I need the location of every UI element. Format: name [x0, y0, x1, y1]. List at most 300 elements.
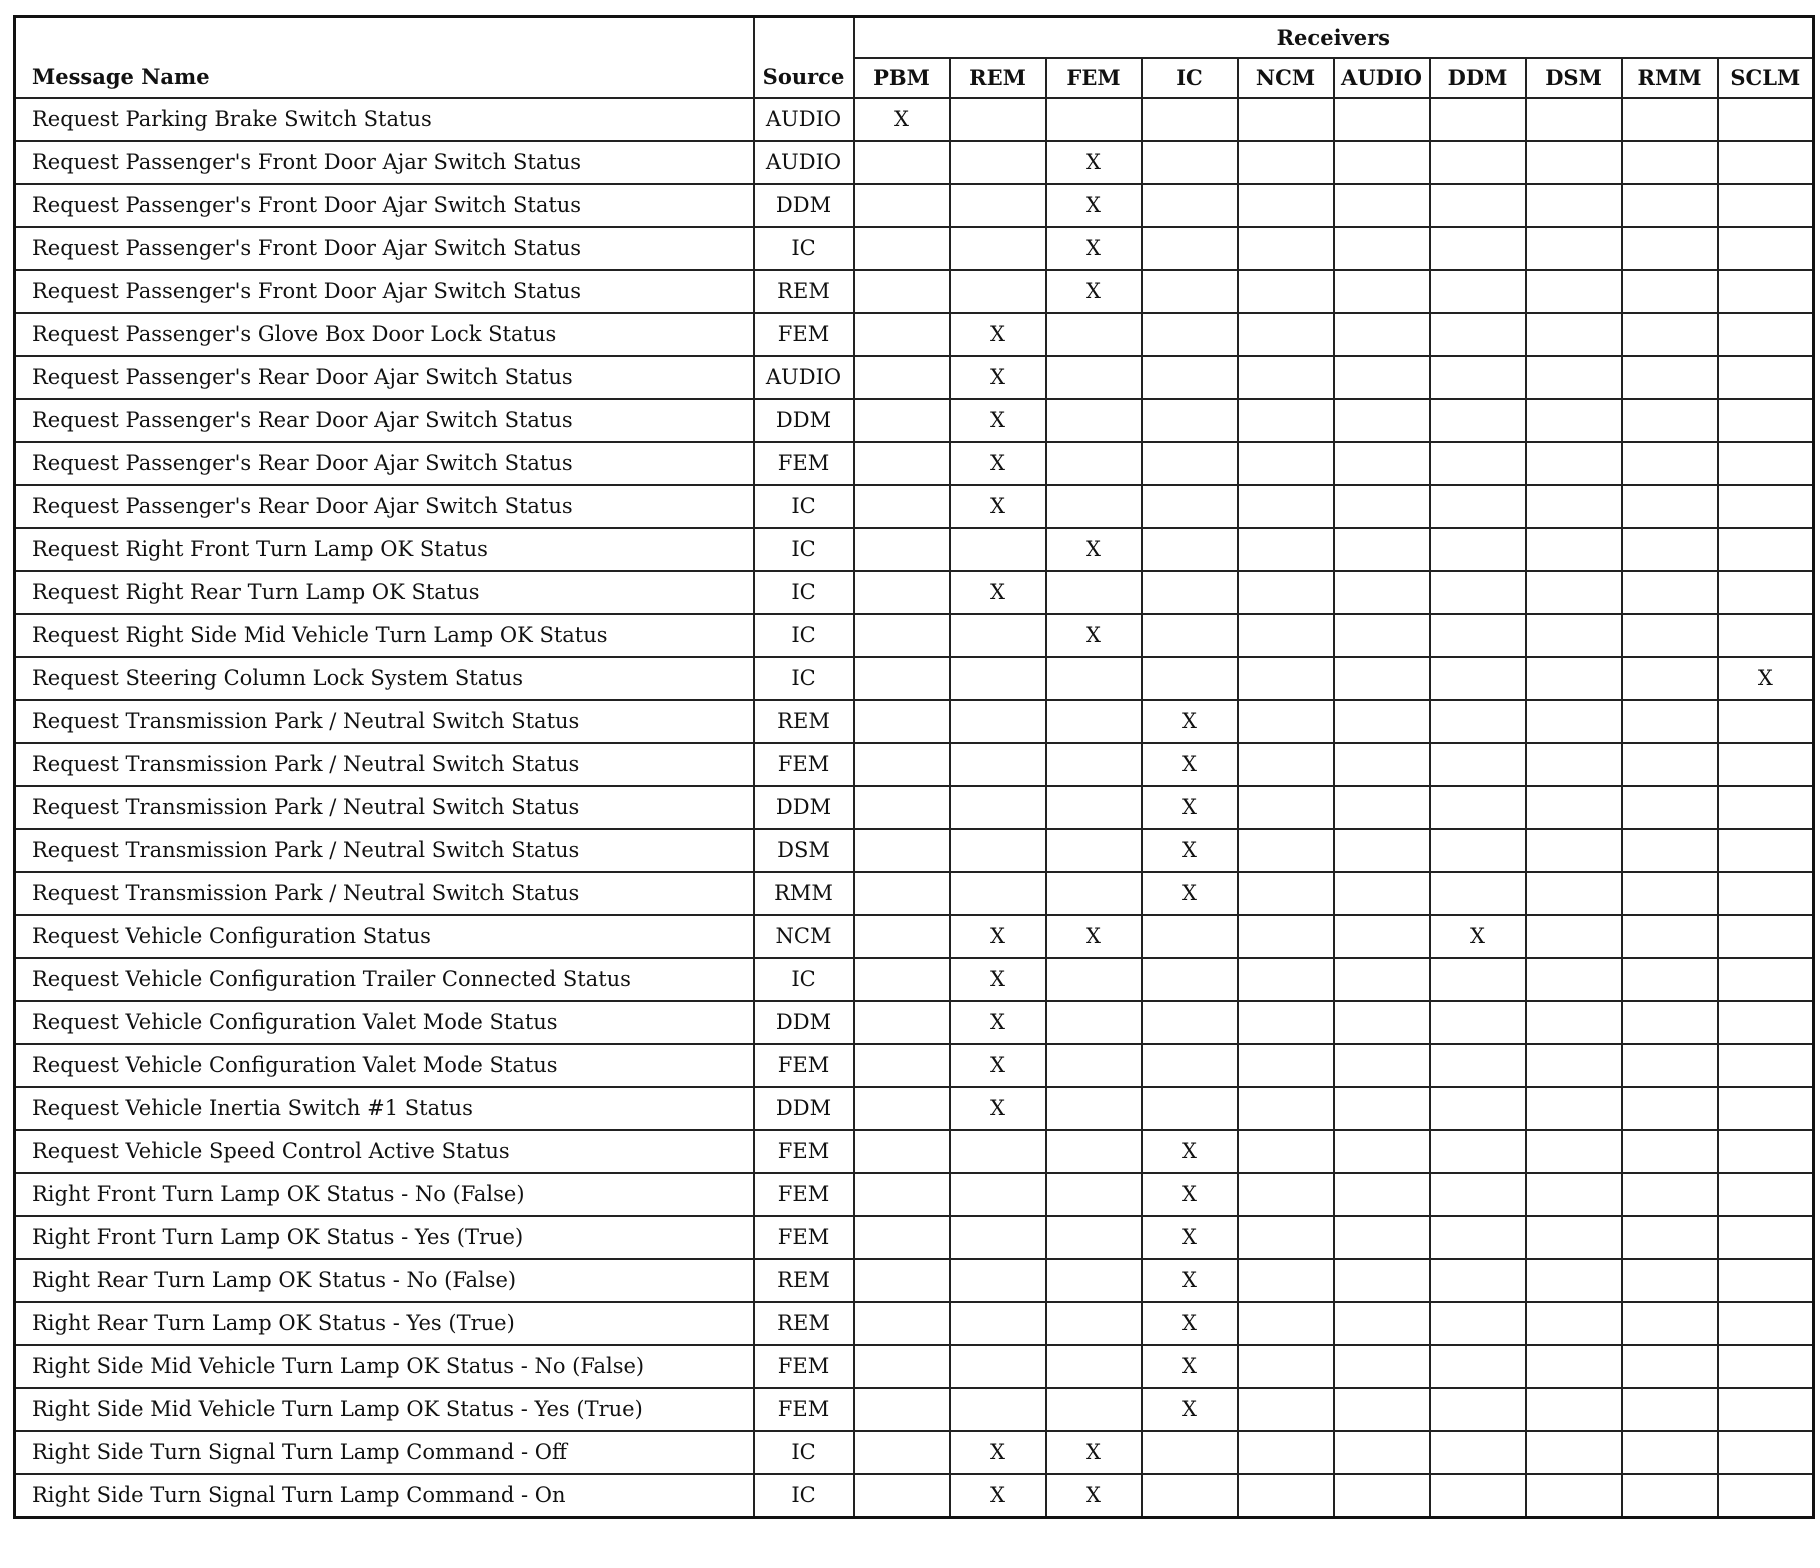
- message-name-cell: Right Front Turn Lamp OK Status - Yes (True): [15, 1216, 754, 1259]
- receiver-cell-sclm: [1718, 614, 1814, 657]
- receiver-cell-ncm: [1238, 141, 1334, 184]
- table-row: [15, 1302, 1814, 1345]
- receiver-cell-dsm: [1526, 657, 1622, 700]
- table-row: [15, 915, 1814, 958]
- receiver-cell-ncm: [1238, 786, 1334, 829]
- receiver-cell-pbm: [854, 1044, 950, 1087]
- header-receivers: Receivers: [854, 17, 1814, 58]
- receiver-cell-ic: [1142, 227, 1238, 270]
- receiver-cell-ic: X: [1142, 700, 1238, 743]
- receiver-cell-audio: [1334, 141, 1430, 184]
- receiver-cell-pbm: [854, 270, 950, 313]
- message-name-cell: Request Vehicle Speed Control Active Status: [15, 1130, 754, 1173]
- receiver-cell-dsm: [1526, 184, 1622, 227]
- receiver-cell-ncm: [1238, 442, 1334, 485]
- receiver-cell-dsm: [1526, 270, 1622, 313]
- receiver-cell-rem: [950, 270, 1046, 313]
- receiver-cell-rmm: [1622, 356, 1718, 399]
- receiver-cell-ic: [1142, 915, 1238, 958]
- receiver-cell-ncm: [1238, 1001, 1334, 1044]
- receiver-cell-rmm: [1622, 1001, 1718, 1044]
- source-cell: DSM: [754, 829, 854, 872]
- source-cell: DDM: [754, 1001, 854, 1044]
- receiver-cell-rem: [950, 528, 1046, 571]
- receiver-cell-sclm: [1718, 227, 1814, 270]
- receiver-cell-rmm: [1622, 313, 1718, 356]
- receiver-cell-ic: [1142, 98, 1238, 141]
- receiver-cell-ncm: [1238, 356, 1334, 399]
- source-cell: FEM: [754, 1388, 854, 1431]
- header-receiver-ddm: DDM: [1430, 58, 1526, 98]
- receiver-cell-rmm: [1622, 227, 1718, 270]
- receiver-cell-sclm: [1718, 98, 1814, 141]
- receiver-cell-pbm: [854, 1216, 950, 1259]
- receiver-cell-sclm: [1718, 141, 1814, 184]
- receiver-cell-ncm: [1238, 700, 1334, 743]
- receiver-cell-dsm: [1526, 98, 1622, 141]
- receiver-cell-fem: [1046, 571, 1142, 614]
- receiver-cell-rem: [950, 1388, 1046, 1431]
- receiver-cell-sclm: [1718, 1130, 1814, 1173]
- receiver-cell-rem: X: [950, 571, 1046, 614]
- receiver-cell-ncm: [1238, 98, 1334, 141]
- receiver-cell-pbm: [854, 184, 950, 227]
- receiver-cell-ddm: [1430, 442, 1526, 485]
- receiver-cell-dsm: [1526, 442, 1622, 485]
- receiver-cell-dsm: [1526, 571, 1622, 614]
- receiver-cell-pbm: [854, 1474, 950, 1518]
- receiver-cell-ic: [1142, 1087, 1238, 1130]
- message-name-cell: Right Side Mid Vehicle Turn Lamp OK Status - No (False): [15, 1345, 754, 1388]
- source-cell: FEM: [754, 1130, 854, 1173]
- receiver-cell-fem: [1046, 657, 1142, 700]
- receiver-cell-audio: [1334, 657, 1430, 700]
- receiver-cell-audio: [1334, 313, 1430, 356]
- receiver-cell-ic: X: [1142, 1388, 1238, 1431]
- receiver-cell-rmm: [1622, 399, 1718, 442]
- table-row: [15, 313, 1814, 356]
- receiver-cell-rem: X: [950, 1001, 1046, 1044]
- receiver-cell-ic: [1142, 184, 1238, 227]
- message-name-cell: Request Passenger's Front Door Ajar Switch Status: [15, 141, 754, 184]
- receiver-cell-rmm: [1622, 700, 1718, 743]
- source-cell: IC: [754, 485, 854, 528]
- receiver-cell-rem: X: [950, 399, 1046, 442]
- source-cell: FEM: [754, 1173, 854, 1216]
- receiver-cell-pbm: [854, 141, 950, 184]
- receiver-cell-sclm: [1718, 1345, 1814, 1388]
- receiver-cell-fem: X: [1046, 184, 1142, 227]
- receiver-cell-fem: [1046, 786, 1142, 829]
- receiver-cell-rem: [950, 614, 1046, 657]
- receiver-cell-ic: X: [1142, 1130, 1238, 1173]
- receiver-cell-rmm: [1622, 1259, 1718, 1302]
- receiver-cell-rmm: [1622, 1388, 1718, 1431]
- message-name-cell: Request Passenger's Rear Door Ajar Switch Status: [15, 442, 754, 485]
- receiver-cell-pbm: [854, 829, 950, 872]
- receiver-cell-ddm: [1430, 1087, 1526, 1130]
- receiver-cell-audio: [1334, 1087, 1430, 1130]
- receiver-cell-dsm: [1526, 743, 1622, 786]
- message-name-cell: Request Vehicle Configuration Status: [15, 915, 754, 958]
- receiver-cell-sclm: [1718, 356, 1814, 399]
- receiver-cell-rmm: [1622, 743, 1718, 786]
- receiver-cell-pbm: [854, 1431, 950, 1474]
- message-name-cell: Request Steering Column Lock System Status: [15, 657, 754, 700]
- table-row: [15, 829, 1814, 872]
- table-row: [15, 1044, 1814, 1087]
- receiver-cell-audio: [1334, 829, 1430, 872]
- receiver-cell-pbm: X: [854, 98, 950, 141]
- receiver-cell-ddm: [1430, 1302, 1526, 1345]
- message-name-cell: Request Vehicle Configuration Trailer Connected Status: [15, 958, 754, 1001]
- receiver-cell-ddm: [1430, 958, 1526, 1001]
- receiver-cell-ddm: [1430, 141, 1526, 184]
- source-cell: FEM: [754, 1216, 854, 1259]
- message-name-cell: Request Vehicle Configuration Valet Mode Status: [15, 1001, 754, 1044]
- receiver-cell-ic: [1142, 1431, 1238, 1474]
- receiver-cell-ncm: [1238, 657, 1334, 700]
- receiver-cell-ddm: [1430, 1388, 1526, 1431]
- receiver-cell-fem: [1046, 98, 1142, 141]
- receiver-cell-sclm: [1718, 700, 1814, 743]
- message-name-cell: Right Side Mid Vehicle Turn Lamp OK Status - Yes (True): [15, 1388, 754, 1431]
- receiver-cell-audio: [1334, 1259, 1430, 1302]
- receiver-cell-ddm: [1430, 1044, 1526, 1087]
- receiver-cell-audio: [1334, 1388, 1430, 1431]
- header-receiver-rem: REM: [950, 58, 1046, 98]
- receiver-cell-ncm: [1238, 227, 1334, 270]
- receiver-cell-dsm: [1526, 872, 1622, 915]
- receiver-cell-fem: X: [1046, 270, 1142, 313]
- receiver-cell-rem: [950, 184, 1046, 227]
- receiver-cell-ddm: X: [1430, 915, 1526, 958]
- receiver-cell-fem: X: [1046, 1474, 1142, 1518]
- receiver-cell-sclm: [1718, 1302, 1814, 1345]
- receiver-cell-rmm: [1622, 571, 1718, 614]
- receiver-cell-ncm: [1238, 1474, 1334, 1518]
- receiver-cell-ncm: [1238, 485, 1334, 528]
- receiver-cell-ic: X: [1142, 1173, 1238, 1216]
- message-name-cell: Right Rear Turn Lamp OK Status - No (False): [15, 1259, 754, 1302]
- receiver-cell-audio: [1334, 1216, 1430, 1259]
- receiver-cell-ncm: [1238, 1044, 1334, 1087]
- receiver-cell-dsm: [1526, 1302, 1622, 1345]
- receiver-cell-fem: [1046, 356, 1142, 399]
- receiver-cell-audio: [1334, 1474, 1430, 1518]
- source-cell: IC: [754, 614, 854, 657]
- table-row: [15, 184, 1814, 227]
- receiver-cell-pbm: [854, 614, 950, 657]
- table-row: [15, 1345, 1814, 1388]
- receiver-cell-ic: X: [1142, 1345, 1238, 1388]
- receiver-cell-pbm: [854, 571, 950, 614]
- receiver-cell-ddm: [1430, 872, 1526, 915]
- receiver-cell-fem: [1046, 958, 1142, 1001]
- receiver-cell-ncm: [1238, 958, 1334, 1001]
- receiver-cell-ic: [1142, 657, 1238, 700]
- receiver-cell-dsm: [1526, 1431, 1622, 1474]
- message-name-cell: Request Transmission Park / Neutral Switch Status: [15, 786, 754, 829]
- receiver-cell-fem: [1046, 1001, 1142, 1044]
- receiver-cell-ncm: [1238, 1345, 1334, 1388]
- receiver-cell-audio: [1334, 1345, 1430, 1388]
- receiver-cell-ic: [1142, 571, 1238, 614]
- receiver-cell-pbm: [854, 1173, 950, 1216]
- table-row: [15, 98, 1814, 141]
- receiver-cell-ncm: [1238, 1130, 1334, 1173]
- receiver-cell-pbm: [854, 1087, 950, 1130]
- receiver-cell-dsm: [1526, 1173, 1622, 1216]
- receiver-cell-rem: X: [950, 1044, 1046, 1087]
- receiver-cell-dsm: [1526, 227, 1622, 270]
- receiver-cell-fem: [1046, 399, 1142, 442]
- message-name-cell: Request Passenger's Glove Box Door Lock Status: [15, 313, 754, 356]
- source-cell: FEM: [754, 743, 854, 786]
- message-name-cell: Right Side Turn Signal Turn Lamp Command - Off: [15, 1431, 754, 1474]
- receiver-cell-fem: X: [1046, 614, 1142, 657]
- table-row: [15, 399, 1814, 442]
- receiver-cell-rem: [950, 1130, 1046, 1173]
- receiver-cell-dsm: [1526, 485, 1622, 528]
- header-receiver-sclm: SCLM: [1718, 58, 1814, 98]
- receiver-cell-audio: [1334, 270, 1430, 313]
- receiver-cell-audio: [1334, 571, 1430, 614]
- receiver-cell-fem: [1046, 1302, 1142, 1345]
- receiver-cell-fem: [1046, 1388, 1142, 1431]
- receiver-cell-ddm: [1430, 829, 1526, 872]
- receiver-cell-sclm: [1718, 399, 1814, 442]
- receiver-cell-pbm: [854, 356, 950, 399]
- message-name-cell: Request Passenger's Front Door Ajar Switch Status: [15, 270, 754, 313]
- receiver-cell-rem: [950, 743, 1046, 786]
- receiver-cell-sclm: [1718, 1001, 1814, 1044]
- receiver-cell-ic: [1142, 485, 1238, 528]
- receiver-cell-ddm: [1430, 1216, 1526, 1259]
- receiver-cell-ddm: [1430, 313, 1526, 356]
- receiver-cell-ddm: [1430, 1474, 1526, 1518]
- receiver-cell-sclm: [1718, 1388, 1814, 1431]
- receiver-cell-dsm: [1526, 915, 1622, 958]
- receiver-cell-fem: X: [1046, 227, 1142, 270]
- message-name-cell: Request Transmission Park / Neutral Switch Status: [15, 829, 754, 872]
- receiver-cell-ddm: [1430, 571, 1526, 614]
- receiver-cell-audio: [1334, 958, 1430, 1001]
- receiver-cell-ncm: [1238, 1216, 1334, 1259]
- table-row: [15, 1259, 1814, 1302]
- receiver-cell-audio: [1334, 1173, 1430, 1216]
- message-name-cell: Request Vehicle Inertia Switch #1 Status: [15, 1087, 754, 1130]
- receiver-cell-ddm: [1430, 657, 1526, 700]
- receiver-cell-sclm: [1718, 872, 1814, 915]
- message-name-cell: Request Right Side Mid Vehicle Turn Lamp OK Status: [15, 614, 754, 657]
- receiver-cell-pbm: [854, 442, 950, 485]
- receiver-cell-sclm: [1718, 1087, 1814, 1130]
- receiver-cell-rmm: [1622, 614, 1718, 657]
- receiver-cell-audio: [1334, 442, 1430, 485]
- receiver-cell-dsm: [1526, 1130, 1622, 1173]
- receiver-cell-pbm: [854, 1001, 950, 1044]
- receiver-cell-pbm: [854, 1259, 950, 1302]
- receiver-cell-audio: [1334, 528, 1430, 571]
- receiver-cell-rem: [950, 141, 1046, 184]
- receiver-cell-fem: [1046, 1087, 1142, 1130]
- receiver-cell-audio: [1334, 614, 1430, 657]
- receiver-cell-fem: [1046, 1173, 1142, 1216]
- receiver-cell-ddm: [1430, 528, 1526, 571]
- receiver-cell-ddm: [1430, 1001, 1526, 1044]
- header-receiver-ic: IC: [1142, 58, 1238, 98]
- table-row: [15, 528, 1814, 571]
- message-name-cell: Right Rear Turn Lamp OK Status - Yes (True): [15, 1302, 754, 1345]
- receiver-cell-ic: [1142, 356, 1238, 399]
- receiver-cell-sclm: [1718, 184, 1814, 227]
- receiver-cell-audio: [1334, 227, 1430, 270]
- table-row: [15, 1474, 1814, 1518]
- receiver-cell-sclm: [1718, 528, 1814, 571]
- receiver-cell-ic: [1142, 399, 1238, 442]
- receiver-cell-ddm: [1430, 1431, 1526, 1474]
- table-row: [15, 1216, 1814, 1259]
- receiver-cell-rmm: [1622, 1345, 1718, 1388]
- receiver-cell-pbm: [854, 313, 950, 356]
- receiver-cell-sclm: [1718, 485, 1814, 528]
- receiver-cell-ddm: [1430, 1345, 1526, 1388]
- receiver-cell-ddm: [1430, 98, 1526, 141]
- source-cell: AUDIO: [754, 141, 854, 184]
- source-cell: DDM: [754, 184, 854, 227]
- source-cell: AUDIO: [754, 98, 854, 141]
- receiver-cell-rmm: [1622, 270, 1718, 313]
- receiver-cell-rmm: [1622, 1474, 1718, 1518]
- receiver-cell-sclm: [1718, 1474, 1814, 1518]
- receiver-cell-dsm: [1526, 786, 1622, 829]
- receiver-cell-fem: [1046, 872, 1142, 915]
- receiver-cell-ddm: [1430, 786, 1526, 829]
- receiver-cell-rem: [950, 657, 1046, 700]
- receiver-cell-dsm: [1526, 399, 1622, 442]
- table-row: [15, 1087, 1814, 1130]
- receiver-cell-rem: [950, 700, 1046, 743]
- receiver-cell-rem: [950, 1302, 1046, 1345]
- receiver-cell-audio: [1334, 485, 1430, 528]
- receiver-cell-rmm: [1622, 485, 1718, 528]
- source-cell: IC: [754, 1474, 854, 1518]
- receiver-cell-audio: [1334, 1302, 1430, 1345]
- receiver-cell-fem: [1046, 1259, 1142, 1302]
- receiver-cell-pbm: [854, 915, 950, 958]
- receiver-cell-pbm: [854, 528, 950, 571]
- receiver-cell-pbm: [854, 1130, 950, 1173]
- receiver-cell-ddm: [1430, 270, 1526, 313]
- receiver-cell-ncm: [1238, 915, 1334, 958]
- source-cell: REM: [754, 1302, 854, 1345]
- receiver-cell-pbm: [854, 1345, 950, 1388]
- receiver-cell-ic: X: [1142, 1216, 1238, 1259]
- message-name-cell: Request Passenger's Front Door Ajar Switch Status: [15, 227, 754, 270]
- receiver-cell-rem: X: [950, 1474, 1046, 1518]
- message-name-cell: Request Passenger's Front Door Ajar Switch Status: [15, 184, 754, 227]
- receiver-cell-sclm: [1718, 743, 1814, 786]
- receiver-cell-ddm: [1430, 700, 1526, 743]
- receiver-cell-ic: [1142, 313, 1238, 356]
- receiver-cell-ic: X: [1142, 1259, 1238, 1302]
- receiver-cell-rem: X: [950, 442, 1046, 485]
- source-cell: IC: [754, 227, 854, 270]
- receiver-cell-rmm: [1622, 1302, 1718, 1345]
- receiver-cell-ddm: [1430, 614, 1526, 657]
- receiver-cell-ddm: [1430, 1130, 1526, 1173]
- header-message-name: Message Name: [15, 17, 754, 98]
- source-cell: IC: [754, 1431, 854, 1474]
- receiver-cell-pbm: [854, 700, 950, 743]
- source-cell: REM: [754, 700, 854, 743]
- receiver-cell-audio: [1334, 1044, 1430, 1087]
- receiver-cell-pbm: [854, 227, 950, 270]
- table-row: [15, 356, 1814, 399]
- receiver-cell-ncm: [1238, 1173, 1334, 1216]
- header-receiver-dsm: DSM: [1526, 58, 1622, 98]
- receiver-cell-fem: [1046, 829, 1142, 872]
- message-name-cell: Right Side Turn Signal Turn Lamp Command - On: [15, 1474, 754, 1518]
- receiver-cell-ddm: [1430, 184, 1526, 227]
- receiver-cell-pbm: [854, 657, 950, 700]
- message-name-cell: Request Passenger's Rear Door Ajar Switch Status: [15, 356, 754, 399]
- receiver-cell-audio: [1334, 700, 1430, 743]
- receiver-cell-dsm: [1526, 1388, 1622, 1431]
- receiver-cell-fem: [1046, 313, 1142, 356]
- receiver-cell-dsm: [1526, 528, 1622, 571]
- receiver-cell-sclm: [1718, 915, 1814, 958]
- receiver-cell-pbm: [854, 786, 950, 829]
- receiver-cell-rmm: [1622, 184, 1718, 227]
- receiver-cell-sclm: [1718, 270, 1814, 313]
- receiver-cell-ncm: [1238, 1302, 1334, 1345]
- receiver-cell-fem: [1046, 743, 1142, 786]
- receiver-cell-dsm: [1526, 614, 1622, 657]
- receiver-cell-rmm: [1622, 786, 1718, 829]
- receiver-cell-dsm: [1526, 829, 1622, 872]
- receiver-cell-fem: [1046, 1216, 1142, 1259]
- receiver-cell-ddm: [1430, 227, 1526, 270]
- receiver-cell-sclm: [1718, 571, 1814, 614]
- receiver-cell-ic: [1142, 1474, 1238, 1518]
- receiver-cell-ddm: [1430, 1259, 1526, 1302]
- receiver-cell-sclm: [1718, 1216, 1814, 1259]
- receiver-cell-fem: X: [1046, 1431, 1142, 1474]
- source-cell: FEM: [754, 1044, 854, 1087]
- receiver-cell-rmm: [1622, 528, 1718, 571]
- receiver-cell-ic: [1142, 270, 1238, 313]
- receiver-cell-ic: [1142, 141, 1238, 184]
- receiver-cell-fem: [1046, 1345, 1142, 1388]
- header-receiver-rmm: RMM: [1622, 58, 1718, 98]
- receiver-cell-pbm: [854, 958, 950, 1001]
- receiver-cell-sclm: [1718, 1044, 1814, 1087]
- table-row: [15, 743, 1814, 786]
- receiver-cell-ncm: [1238, 743, 1334, 786]
- receiver-cell-rmm: [1622, 141, 1718, 184]
- receiver-cell-rem: X: [950, 313, 1046, 356]
- receiver-cell-ncm: [1238, 872, 1334, 915]
- table-row: [15, 141, 1814, 184]
- message-name-cell: Request Transmission Park / Neutral Switch Status: [15, 872, 754, 915]
- source-cell: IC: [754, 528, 854, 571]
- receiver-cell-sclm: [1718, 1431, 1814, 1474]
- header-receiver-fem: FEM: [1046, 58, 1142, 98]
- receiver-cell-sclm: [1718, 829, 1814, 872]
- receiver-cell-dsm: [1526, 1259, 1622, 1302]
